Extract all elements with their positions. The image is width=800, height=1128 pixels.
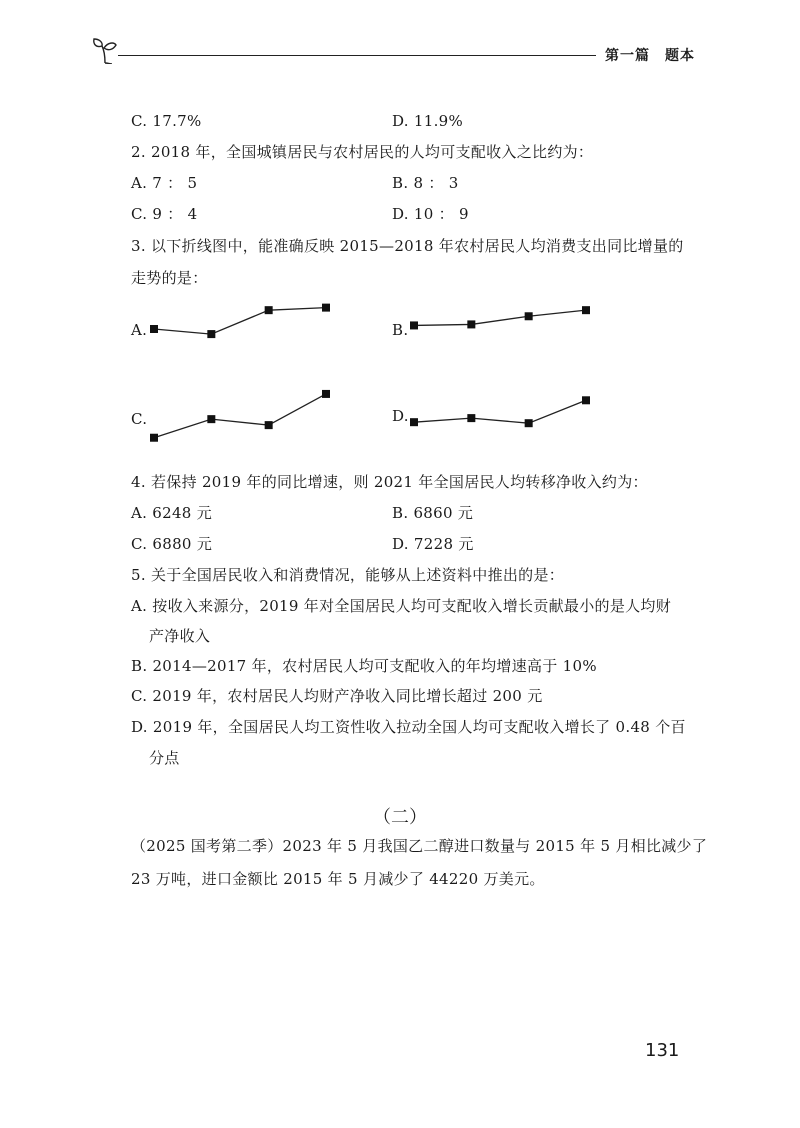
q4-option-c: C. 6880 元 [131,535,213,553]
chart-d-point-2016 [467,414,475,422]
q5-option-d-line2: 分点 [149,749,180,767]
q1-option-d: D. 11.9% [392,112,464,130]
line-chart-c [140,372,340,457]
q5-option-a-line2: 产净收入 [149,627,211,645]
q2-option-a: A. 7 ： 5 [131,174,198,192]
q2-stem: 2. 2018 年，全国城镇居民与农村居民的人均可支配收入之比约为： [131,143,594,161]
chart-c-point-2017 [265,421,273,429]
q5-option-c: C. 2019 年，农村居民人均财产净收入同比增长超过 200 元 [131,687,543,705]
q3-stem-line1: 3. 以下折线图中，能准确反映 2015—2018 年农村居民人均消费支出同比增量的 [131,237,684,255]
section-para-line1: （2025 国考第二季）2023 年 5 月我国乙二醇进口数量与 2015 年 5 月相比减少了 [131,837,708,855]
chart-d-point-2018 [582,396,590,404]
q4-stem: 4. 若保持 2019 年的同比增速，则 2021 年全国居民人均转移净收入约为： [131,473,648,491]
q5-option-d-line1: D. 2019 年，全国居民人均工资性收入拉动全国人均可支配收入增长了 0.48 个百 [131,718,686,736]
chart-b-point-2017 [525,312,533,320]
chart-d-line [414,400,586,423]
q4-option-a: A. 6248 元 [131,504,213,522]
line-chart-d [400,378,600,446]
chart-a-point-2015 [150,325,158,333]
chart-b-point-2018 [582,306,590,314]
line-chart-b [400,295,600,363]
q5-option-b: B. 2014—2017 年，农村居民人均可支配收入的年均增速高于 10% [131,657,597,675]
chart-b-line [414,310,586,325]
q2-option-c: C. 9 ： 4 [131,205,198,223]
chart-c-point-2016 [207,415,215,423]
q2-option-d: D. 10 ： 9 [392,205,469,223]
chart-c-point-2018 [322,390,330,398]
q4-option-b: B. 6860 元 [392,504,474,522]
chart-d-point-2015 [410,418,418,426]
section-para-line2: 23 万吨，进口金额比 2015 年 5 月减少了 44220 万美元。 [131,870,545,888]
chart-a-label: A. [131,321,148,339]
q5-stem: 5. 关于全国居民收入和消费情况，能够从上述资料中推出的是： [131,566,565,584]
q5-option-a-line1: A. 按收入来源分，2019 年对全国居民人均可支配收入增长贡献最小的是人均财 [131,597,672,615]
chart-a-point-2018 [322,304,330,312]
chart-b-point-2015 [410,321,418,329]
chart-c-label: C. [131,410,148,428]
chapter-title: 第一篇 题本 [605,48,695,64]
q3-stem-line2: 走势的是： [131,269,208,287]
page-number: 131 [645,1040,680,1061]
chart-a-point-2017 [265,306,273,314]
chart-b-label: B. [392,321,409,339]
section-title: （二） [373,807,427,828]
q4-option-d: D. 7228 元 [392,535,474,553]
line-chart-a [140,295,340,363]
sprout-icon [92,36,118,64]
chart-d-point-2017 [525,419,533,427]
header-rule [118,55,596,56]
chart-c-point-2015 [150,434,158,442]
chart-d-label: D. [392,407,409,425]
chart-b-point-2016 [467,320,475,328]
q1-option-c: C. 17.7% [131,112,202,130]
chart-a-line [154,308,326,334]
chart-c-line [154,394,326,438]
chart-a-point-2016 [207,330,215,338]
q2-option-b: B. 8 ： 3 [392,174,459,192]
